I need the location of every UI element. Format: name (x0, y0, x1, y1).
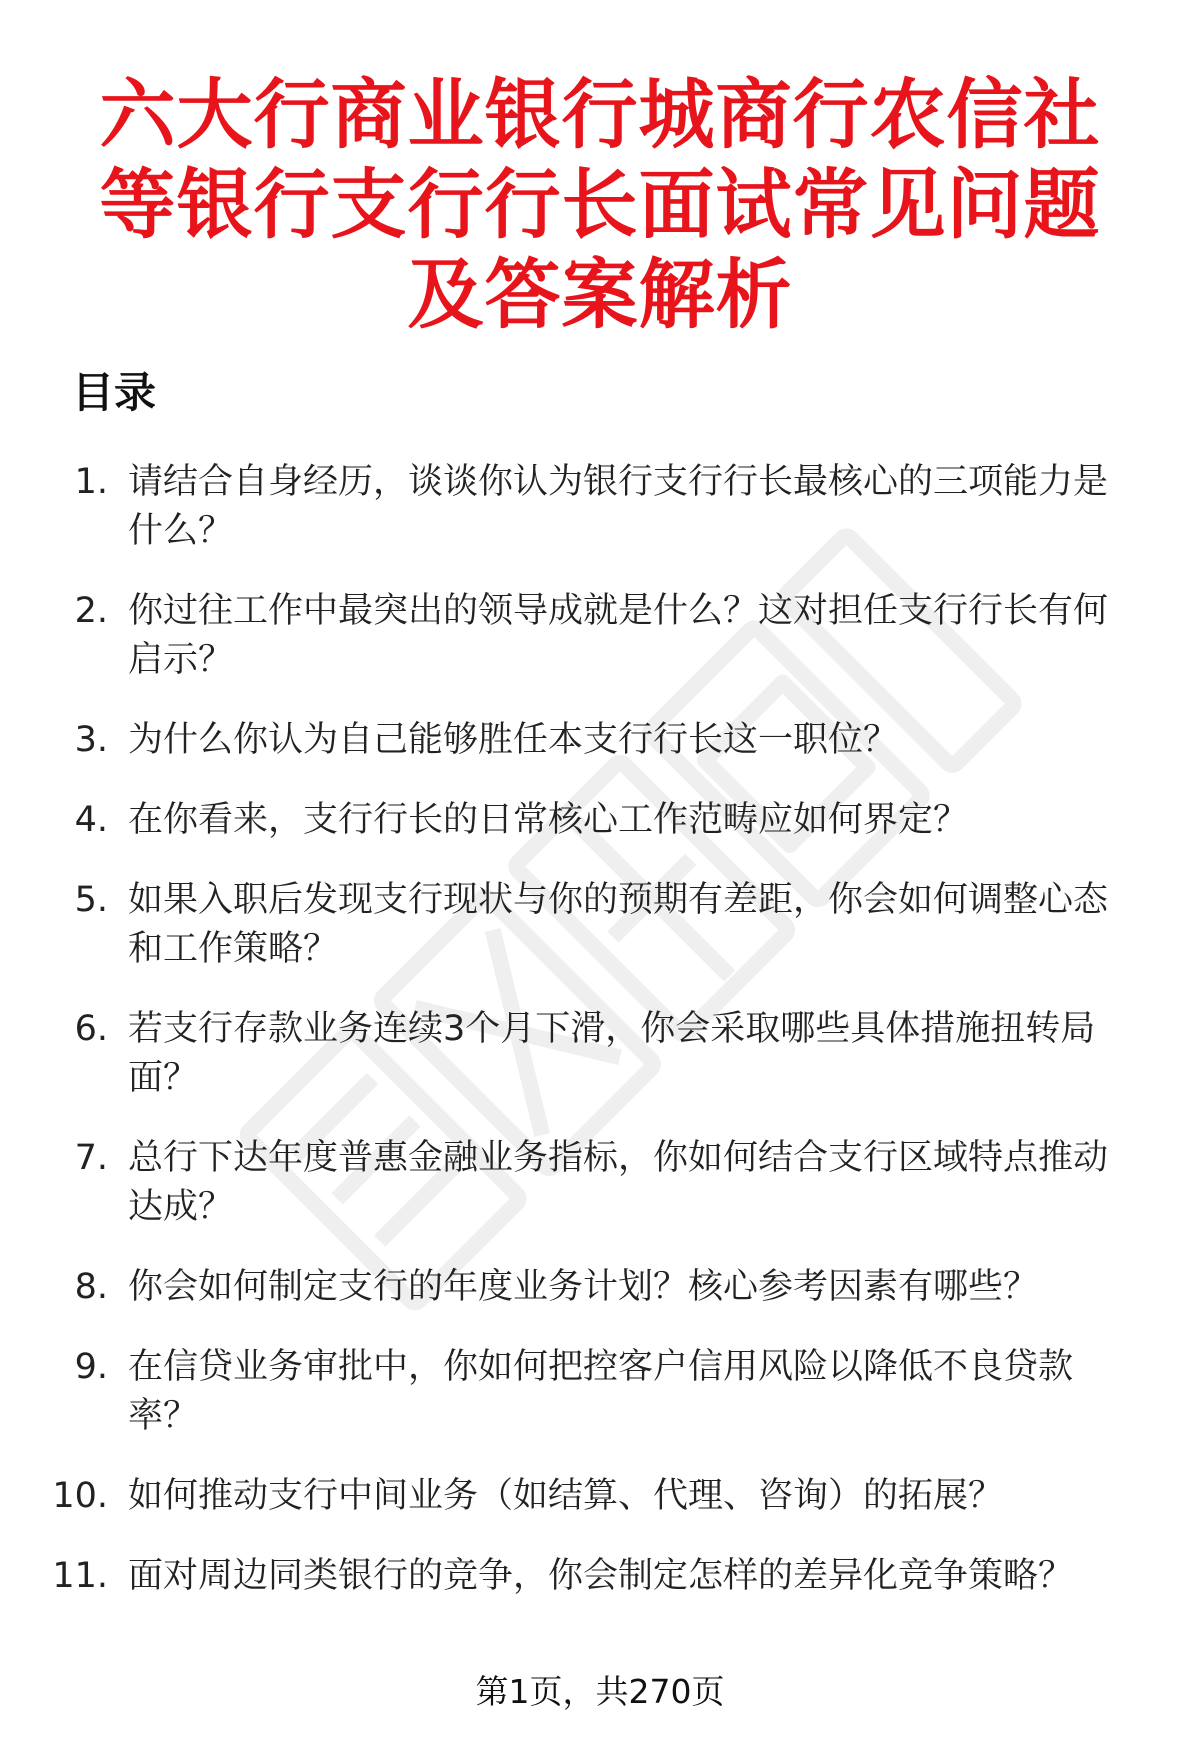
toc-item-text: 请结合自身经历，谈谈你认为银行支行行长最核心的三项能力是什么？ (128, 462, 1109, 551)
toc-item-number: 3. (74, 720, 108, 760)
toc-item-number: 4. (74, 800, 108, 840)
toc-item-text: 若支行存款业务连续3个月下滑，你会采取哪些具体措施扭转局面？ (128, 1009, 1096, 1098)
toc-item[interactable] (40, 1005, 1140, 1103)
toc-item-number: 9. (74, 1347, 108, 1387)
toc-item-number: 7. (74, 1138, 108, 1178)
toc-item-number: 11. (52, 1556, 108, 1596)
toc-item-text: 如何推动支行中间业务（如结算、代理、咨询）的拓展？ (128, 1476, 1004, 1516)
page-footer: 第1页，共270页 (475, 1672, 725, 1711)
toc-item[interactable] (40, 587, 1140, 685)
toc-item[interactable] (40, 716, 1140, 765)
toc-item-text: 你过往工作中最突出的领导成就是什么？这对担任支行行长有何启示？ (128, 591, 1109, 680)
toc-item-text: 为什么你认为自己能够胜任本支行行长这一职位？ (128, 720, 899, 760)
toc-item-text: 如果入职后发现支行现状与你的预期有差距，你会如何调整心态和工作策略？ (128, 880, 1109, 969)
toc-item-text: 面对周边同类银行的竞争，你会制定怎样的差异化竞争策略？ (128, 1556, 1074, 1596)
toc-item[interactable] (40, 1343, 1140, 1441)
toc-item-number: 1. (74, 462, 108, 502)
toc-item-text: 总行下达年度普惠金融业务指标，你如何结合支行区域特点推动达成？ (128, 1138, 1109, 1227)
toc-item[interactable] (40, 458, 1140, 556)
toc-item-text: 你会如何制定支行的年度业务计划？核心参考因素有哪些？ (128, 1267, 1039, 1307)
toc-item-number: 10. (52, 1476, 108, 1516)
toc-item[interactable] (40, 1134, 1140, 1232)
toc-item[interactable] (40, 876, 1140, 974)
page-title: 六大行商业银行城商行农信社等银行支行行长面试常见问题及答案解析 (99, 70, 1101, 339)
toc-item[interactable] (40, 1472, 1140, 1521)
toc-item-number: 6. (74, 1009, 108, 1049)
toc-item-number: 2. (74, 591, 108, 631)
toc-item[interactable] (40, 796, 1140, 845)
toc-item-text: 在信贷业务审批中，你如何把控客户信用风险以降低不良贷款率？ (128, 1347, 1074, 1436)
toc-item-number: 8. (74, 1267, 108, 1307)
toc-item[interactable] (40, 1263, 1140, 1312)
toc-list (40, 458, 1140, 1632)
toc-heading: 目录 (72, 368, 157, 417)
toc-item-text: 在你看来，支行行长的日常核心工作范畴应如何界定？ (128, 800, 969, 840)
toc-item-number: 5. (74, 880, 108, 920)
toc-item[interactable] (40, 1552, 1140, 1601)
